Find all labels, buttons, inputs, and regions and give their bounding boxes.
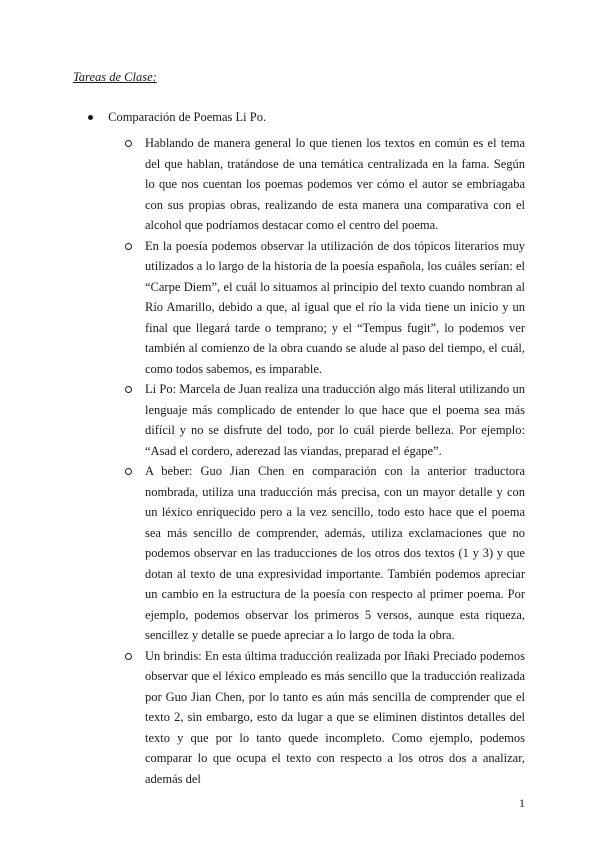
list-item: [125, 379, 525, 461]
list-item-text: A beber: Guo Jian Chen en comparación con la anterior traductora nombrada, utiliza una traducción más precisa, con un mayor detalle y con un léxico enriquecido pero a la vez sencillo, todo esto hace que el poema sea más sencillo de comprender, además, utiliza exclamaciones que no podemos observar en las traducciones de los otros dos textos (1 y 3) y que dotan al texto de una expresividad importante. También podemos apreciar un cambio en la estructura de la poesía con respecto al primer poema. Por ejemplo, podemos observar los primeros 5 versos, aunque esta riqueza, sencillez y detalle se puede apreciar a lo largo de toda la obra.: [145, 464, 525, 642]
section-title: Comparación de Poemas Li Po.: [108, 110, 267, 124]
hollow-bullet-icon: [125, 243, 132, 250]
list-item: [125, 236, 525, 380]
list-item-text: Hablando de manera general lo que tienen los textos en común es el tema del que hablan, tratándose de una temática centralizada en la fama. Según lo que nos cuentan los poemas podemos ver cómo el autor se embriagaba con sus propias obras, realizando de esta manera una comparativa con el alcohol que podríamos destacar como el centro del poema.: [145, 136, 525, 232]
section-bullet: [88, 110, 266, 125]
comparison-list: [125, 133, 525, 789]
hollow-bullet-icon: [125, 468, 132, 475]
filled-bullet-icon: [88, 115, 93, 120]
list-item: [125, 646, 525, 790]
hollow-bullet-icon: [125, 140, 132, 147]
hollow-bullet-icon: [125, 653, 132, 660]
list-item: [125, 133, 525, 236]
page-number: 1: [519, 796, 525, 810]
list-item-text: Un brindis: En esta última traducción realizada por Iñaki Preciado podemos observar que el léxico empleado es más sencillo que la traducción realizada por Guo Jian Chen, por lo tanto es aún más sencilla de comprender que el texto 2, sin embargo, esto da lugar a que se eliminen distintos detalles del texto y que por lo tanto quede incompleto. Como ejemplo, podemos comparar lo que ocupa el texto con respecto a los otros dos a analizar, además del: [145, 648, 525, 786]
page-heading: Tareas de Clase:: [73, 70, 157, 84]
list-item: [125, 461, 525, 646]
hollow-bullet-icon: [125, 386, 132, 393]
list-item-text: Li Po: Marcela de Juan realiza una traducción algo más literal utilizando un lenguaje más complicado de entender lo que hace que el poema sea más difícil y no se disfrute del todo, por lo cuál pierde belleza. Por ejemplo: “Asad el cordero, aderezad las viandas, preparad el égape”.: [145, 382, 525, 458]
list-item-text: En la poesía podemos observar la utilización de dos tópicos literarios muy utilizados a lo largo de la historia de la poesía española, los cuáles serían: el “Carpe Diem”, el cuál lo situamos al principio del texto cuando nombran al Río Amarillo, debido a que, al igual que el río la vida tiene un inicio y un final que llegará tarde o temprano; y el “Tempus fugit”, lo podemos ver también al comienzo de la obra cuando se alude al paso del tiempo, el cuál, como todos sabemos, es imparable.: [145, 238, 525, 376]
